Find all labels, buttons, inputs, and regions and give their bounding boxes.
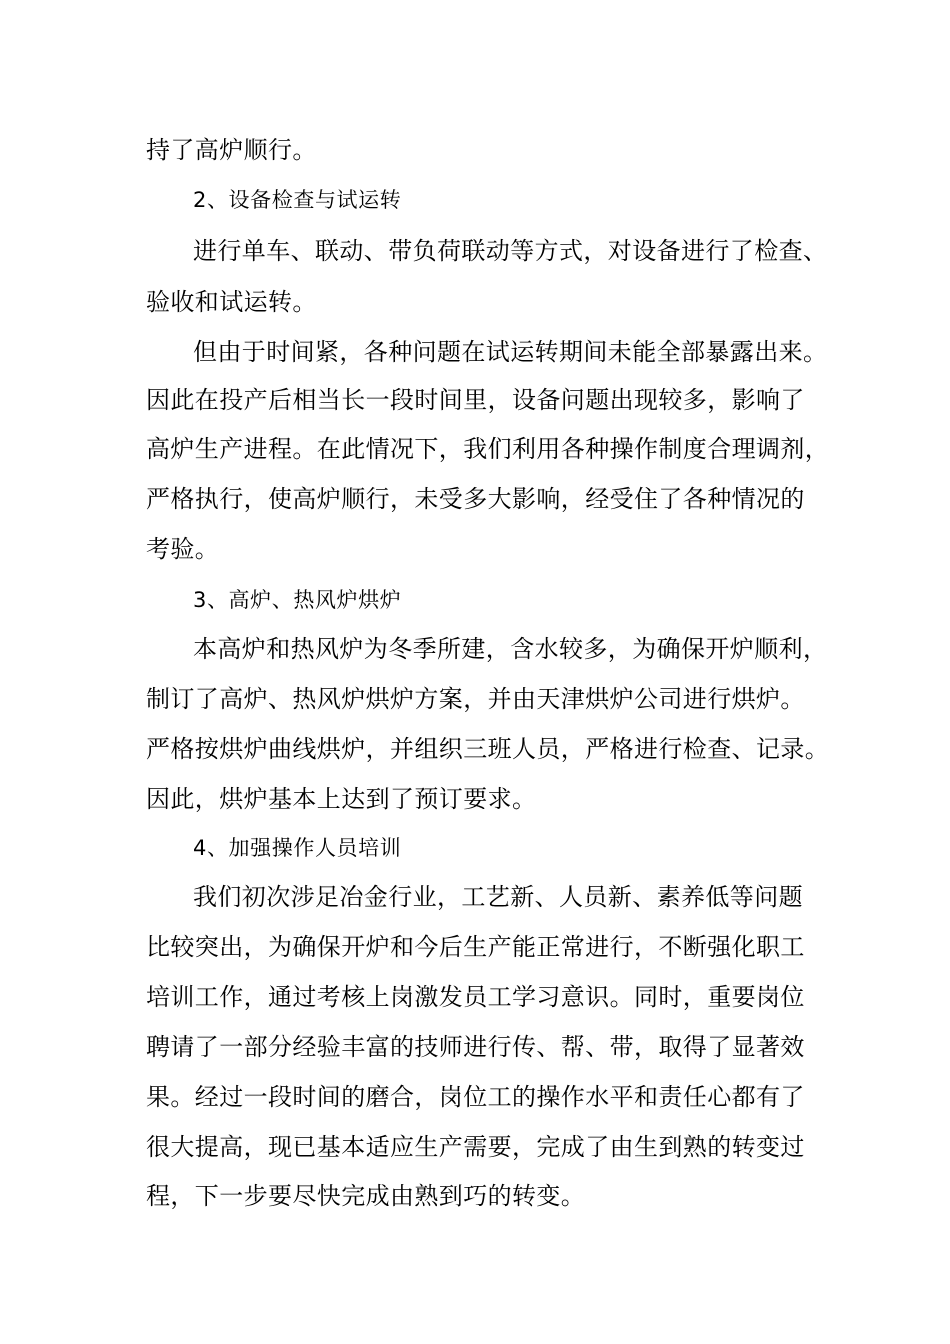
body-text-line: 聘请了一部分经验丰富的技师进行传、帮、带，取得了显著效 xyxy=(146,1033,805,1061)
body-text-line: 验收和试运转。 xyxy=(146,288,317,316)
body-text-line: 因此，烘炉基本上达到了预订要求。 xyxy=(146,785,537,813)
body-text-line: 果。经过一段时间的磨合，岗位工的操作水平和责任心都有了 xyxy=(146,1083,805,1111)
body-text-line: 很大提高，现已基本适应生产需要，完成了由生到熟的转变过 xyxy=(146,1133,805,1161)
body-text-line: 培训工作，通过考核上岗激发员工学习意识。同时，重要岗位 xyxy=(146,983,805,1011)
body-text-line: 考验。 xyxy=(146,535,220,563)
body-text-line: 制订了高炉、热风炉烘炉方案，并由天津烘炉公司进行烘炉。 xyxy=(146,685,805,713)
body-text-line: 高炉生产进程。在此情况下，我们利用各种操作制度合理调剂， xyxy=(146,435,830,463)
body-text-line: 但由于时间紧，各种问题在试运转期间未能全部暴露出来。 xyxy=(193,338,828,366)
body-text-line: 持了高炉顺行。 xyxy=(146,136,317,164)
body-text-line: 我们初次涉足冶金行业，工艺新、人员新、素养低等问题 xyxy=(193,883,803,911)
body-text-line: 因此在投产后相当长一段时间里，设备问题出现较多，影响了 xyxy=(146,386,805,414)
body-text-line: 比较突出，为确保开炉和今后生产能正常进行，不断强化职工 xyxy=(146,933,805,961)
body-text-line: 严格执行，使高炉顺行，未受多大影响，经受住了各种情况的 xyxy=(146,485,805,513)
body-text-line: 严格按烘炉曲线烘炉，并组织三班人员，严格进行检查、记录。 xyxy=(146,735,830,763)
body-text-line: 程，下一步要尽快完成由熟到巧的转变。 xyxy=(146,1182,586,1210)
section-heading-4: 4、加强操作人员培训 xyxy=(193,836,402,860)
section-heading-2: 2、设备检查与试运转 xyxy=(193,188,402,212)
body-text-line: 本高炉和热风炉为冬季所建，含水较多，为确保开炉顺利， xyxy=(193,635,828,663)
body-text-line: 进行单车、联动、带负荷联动等方式，对设备进行了检查、 xyxy=(193,237,828,265)
section-heading-3: 3、高炉、热风炉烘炉 xyxy=(193,588,402,612)
